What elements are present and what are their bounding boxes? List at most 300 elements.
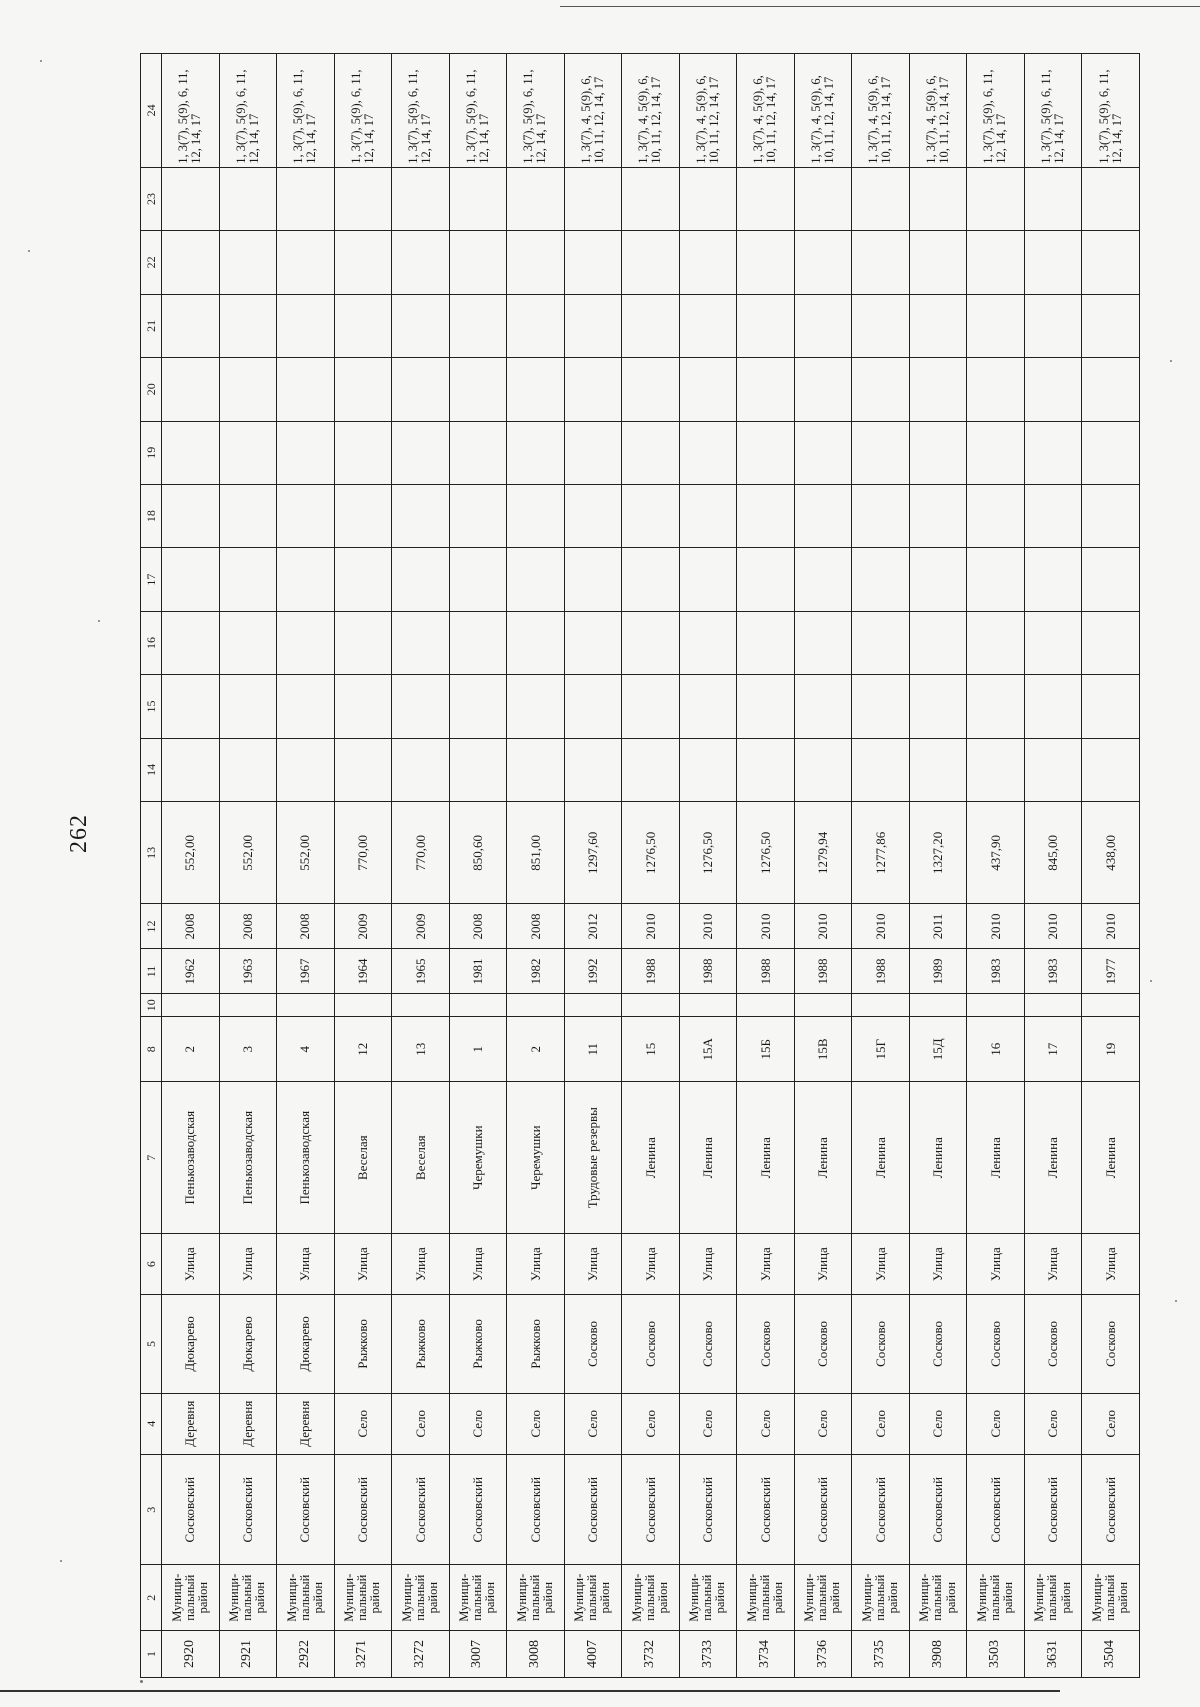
empty-cell-20	[219, 358, 277, 421]
column-header-1: 1	[141, 1630, 162, 1677]
empty-cell-15	[737, 675, 795, 738]
rotated-table-frame	[140, 53, 1140, 1678]
table-row	[162, 54, 220, 1678]
works-list-cell: 1, 3(7), 4, 5(9), 6, 10, 11, 12, 14, 17	[794, 54, 852, 168]
area-cell: 1277,86	[852, 802, 910, 904]
empty-cell-21	[909, 294, 967, 357]
column-header-16: 16	[141, 611, 162, 674]
record-id-cell: 4007	[564, 1630, 622, 1677]
empty-cell-19	[334, 421, 392, 484]
legal-form-cell: Муници-пальный район	[679, 1565, 737, 1630]
empty-cell-20	[794, 358, 852, 421]
empty-cell-16	[852, 611, 910, 674]
district-cell: Сосковский	[967, 1454, 1025, 1565]
empty-cell-17	[277, 548, 335, 611]
record-id-cell: 3908	[909, 1630, 967, 1677]
empty-cell-17	[564, 548, 622, 611]
empty-cell-18	[219, 484, 277, 547]
record-id-cell: 3504	[1082, 1630, 1140, 1677]
settlement-name-cell: Дюкарево	[162, 1295, 220, 1393]
district-cell: Сосковский	[334, 1454, 392, 1565]
repair-year-cell: 2008	[449, 904, 507, 949]
legal-form-cell: Муници-пальный район	[852, 1565, 910, 1630]
empty-cell-15	[449, 675, 507, 738]
empty-cell-22	[794, 231, 852, 294]
street-type-cell: Улица	[679, 1233, 737, 1294]
settlement-name-cell: Дюкарево	[277, 1295, 335, 1393]
settlement-name-cell: Рыжково	[449, 1295, 507, 1393]
street-name-cell: Черемушки	[507, 1082, 565, 1233]
works-list-cell: 1, 3(7), 4, 5(9), 6, 10, 11, 12, 14, 17	[852, 54, 910, 168]
construction-year-cell: 1962	[162, 949, 220, 994]
register-table	[140, 53, 1140, 1678]
empty-cell-17	[1082, 548, 1140, 611]
column-header-14: 14	[141, 738, 162, 801]
district-cell: Сосковский	[1024, 1454, 1082, 1565]
table-row	[1082, 54, 1140, 1678]
empty-cell-20	[162, 358, 220, 421]
empty-cell-10	[392, 994, 450, 1017]
empty-cell-10	[967, 994, 1025, 1017]
empty-cell-19	[909, 421, 967, 484]
empty-cell-18	[622, 484, 680, 547]
empty-cell-14	[334, 738, 392, 801]
district-cell: Сосковский	[392, 1454, 450, 1565]
table-row	[219, 54, 277, 1678]
empty-cell-23	[449, 167, 507, 230]
repair-year-cell: 2010	[679, 904, 737, 949]
empty-cell-20	[507, 358, 565, 421]
district-cell: Сосковский	[449, 1454, 507, 1565]
empty-cell-10	[1082, 994, 1140, 1017]
empty-cell-20	[622, 358, 680, 421]
works-list-cell: 1, 3(7), 4, 5(9), 6, 10, 11, 12, 14, 17	[564, 54, 622, 168]
empty-cell-21	[507, 294, 565, 357]
district-cell: Сосковский	[909, 1454, 967, 1565]
area-cell: 770,00	[392, 802, 450, 904]
empty-cell-20	[564, 358, 622, 421]
construction-year-cell: 1992	[564, 949, 622, 994]
empty-cell-14	[679, 738, 737, 801]
area-cell: 1276,50	[622, 802, 680, 904]
empty-cell-17	[794, 548, 852, 611]
record-id-cell: 3271	[334, 1630, 392, 1677]
repair-year-cell: 2010	[794, 904, 852, 949]
scan-speck	[140, 1680, 143, 1683]
empty-cell-21	[1082, 294, 1140, 357]
settlement-type-cell: Деревня	[277, 1393, 335, 1454]
column-header-10: 10	[141, 994, 162, 1017]
empty-cell-14	[967, 738, 1025, 801]
empty-cell-19	[162, 421, 220, 484]
empty-cell-21	[334, 294, 392, 357]
construction-year-cell: 1977	[1082, 949, 1140, 994]
repair-year-cell: 2010	[852, 904, 910, 949]
table-row	[334, 54, 392, 1678]
empty-cell-21	[967, 294, 1025, 357]
repair-year-cell: 2008	[219, 904, 277, 949]
empty-cell-17	[449, 548, 507, 611]
scan-speck	[1150, 980, 1152, 982]
column-header-8: 8	[141, 1017, 162, 1082]
empty-cell-15	[1082, 675, 1140, 738]
works-list-cell: 1, 3(7), 5(9), 6, 11, 12, 14, 17	[162, 54, 220, 168]
table-row	[392, 54, 450, 1678]
empty-cell-23	[737, 167, 795, 230]
table-container	[140, 53, 1140, 1678]
empty-cell-18	[392, 484, 450, 547]
house-number-cell: 15В	[794, 1017, 852, 1082]
street-type-cell: Улица	[219, 1233, 277, 1294]
district-cell: Сосковский	[737, 1454, 795, 1565]
settlement-type-cell: Село	[794, 1393, 852, 1454]
street-type-cell: Улица	[564, 1233, 622, 1294]
empty-cell-15	[622, 675, 680, 738]
page-number: 262	[66, 814, 92, 853]
settlement-name-cell: Сосково	[622, 1295, 680, 1393]
empty-cell-17	[967, 548, 1025, 611]
construction-year-cell: 1965	[392, 949, 450, 994]
house-number-cell: 1	[449, 1017, 507, 1082]
empty-cell-15	[794, 675, 852, 738]
area-cell: 552,00	[277, 802, 335, 904]
street-type-cell: Улица	[622, 1233, 680, 1294]
house-number-cell: 15	[622, 1017, 680, 1082]
table-row	[507, 54, 565, 1678]
house-number-cell: 13	[392, 1017, 450, 1082]
empty-cell-10	[737, 994, 795, 1017]
scan-speck	[98, 620, 100, 622]
empty-cell-14	[449, 738, 507, 801]
construction-year-cell: 1988	[794, 949, 852, 994]
empty-cell-21	[219, 294, 277, 357]
empty-cell-17	[162, 548, 220, 611]
works-list-cell: 1, 3(7), 4, 5(9), 6, 10, 11, 12, 14, 17	[737, 54, 795, 168]
empty-cell-22	[967, 231, 1025, 294]
settlement-name-cell: Сосково	[737, 1295, 795, 1393]
street-name-cell: Пенькозаводская	[162, 1082, 220, 1233]
area-cell: 1276,50	[679, 802, 737, 904]
empty-cell-22	[909, 231, 967, 294]
empty-cell-16	[392, 611, 450, 674]
house-number-cell: 16	[967, 1017, 1025, 1082]
empty-cell-18	[909, 484, 967, 547]
empty-cell-16	[794, 611, 852, 674]
settlement-type-cell: Село	[564, 1393, 622, 1454]
street-type-cell: Улица	[909, 1233, 967, 1294]
empty-cell-20	[277, 358, 335, 421]
settlement-type-cell: Село	[737, 1393, 795, 1454]
empty-cell-10	[679, 994, 737, 1017]
construction-year-cell: 1981	[449, 949, 507, 994]
settlement-name-cell: Рыжково	[507, 1295, 565, 1393]
empty-cell-22	[737, 231, 795, 294]
empty-cell-18	[679, 484, 737, 547]
empty-cell-17	[219, 548, 277, 611]
empty-cell-23	[909, 167, 967, 230]
column-header-15: 15	[141, 675, 162, 738]
legal-form-cell: Муници-пальный район	[1024, 1565, 1082, 1630]
district-cell: Сосковский	[564, 1454, 622, 1565]
street-name-cell: Ленина	[967, 1082, 1025, 1233]
empty-cell-16	[507, 611, 565, 674]
street-type-cell: Улица	[277, 1233, 335, 1294]
legal-form-cell: Муници-пальный район	[909, 1565, 967, 1630]
empty-cell-20	[967, 358, 1025, 421]
record-id-cell: 3631	[1024, 1630, 1082, 1677]
construction-year-cell: 1982	[507, 949, 565, 994]
scan-speck	[60, 1560, 62, 1562]
empty-cell-10	[162, 994, 220, 1017]
empty-cell-23	[392, 167, 450, 230]
area-cell: 850,60	[449, 802, 507, 904]
area-cell: 438,00	[1082, 802, 1140, 904]
repair-year-cell: 2008	[162, 904, 220, 949]
district-cell: Сосковский	[219, 1454, 277, 1565]
empty-cell-18	[852, 484, 910, 547]
empty-cell-18	[967, 484, 1025, 547]
empty-cell-21	[449, 294, 507, 357]
empty-cell-19	[852, 421, 910, 484]
scan-speck	[28, 250, 30, 252]
empty-cell-20	[392, 358, 450, 421]
street-name-cell: Ленина	[1024, 1082, 1082, 1233]
empty-cell-23	[334, 167, 392, 230]
empty-cell-10	[564, 994, 622, 1017]
area-cell: 437,90	[967, 802, 1025, 904]
empty-cell-16	[449, 611, 507, 674]
bottom-rule	[0, 1690, 1060, 1692]
district-cell: Сосковский	[794, 1454, 852, 1565]
construction-year-cell: 1988	[852, 949, 910, 994]
column-header-11: 11	[141, 949, 162, 994]
empty-cell-23	[679, 167, 737, 230]
empty-cell-19	[737, 421, 795, 484]
table-row	[737, 54, 795, 1678]
column-header-13: 13	[141, 802, 162, 904]
house-number-cell: 15Г	[852, 1017, 910, 1082]
column-header-24: 24	[141, 54, 162, 168]
empty-cell-10	[1024, 994, 1082, 1017]
settlement-name-cell: Рыжково	[334, 1295, 392, 1393]
settlement-name-cell: Дюкарево	[219, 1295, 277, 1393]
settlement-name-cell: Рыжково	[392, 1295, 450, 1393]
street-type-cell: Улица	[449, 1233, 507, 1294]
settlement-type-cell: Село	[909, 1393, 967, 1454]
empty-cell-18	[1082, 484, 1140, 547]
empty-cell-14	[737, 738, 795, 801]
empty-cell-15	[162, 675, 220, 738]
column-header-5: 5	[141, 1295, 162, 1393]
empty-cell-10	[507, 994, 565, 1017]
top-rule	[560, 6, 1200, 7]
street-name-cell: Черемушки	[449, 1082, 507, 1233]
record-id-cell: 3503	[967, 1630, 1025, 1677]
empty-cell-19	[967, 421, 1025, 484]
empty-cell-22	[392, 231, 450, 294]
empty-cell-16	[1024, 611, 1082, 674]
area-cell: 552,00	[219, 802, 277, 904]
column-header-20: 20	[141, 358, 162, 421]
empty-cell-21	[392, 294, 450, 357]
street-name-cell: Ленина	[794, 1082, 852, 1233]
works-list-cell: 1, 3(7), 5(9), 6, 11, 12, 14, 17	[507, 54, 565, 168]
scan-speck	[1175, 1300, 1177, 1302]
works-list-cell: 1, 3(7), 5(9), 6, 11, 12, 14, 17	[334, 54, 392, 168]
table-row	[1024, 54, 1082, 1678]
empty-cell-20	[852, 358, 910, 421]
empty-cell-21	[852, 294, 910, 357]
works-list-cell: 1, 3(7), 5(9), 6, 11, 12, 14, 17	[449, 54, 507, 168]
district-cell: Сосковский	[679, 1454, 737, 1565]
empty-cell-18	[449, 484, 507, 547]
area-cell: 1279,94	[794, 802, 852, 904]
empty-cell-15	[334, 675, 392, 738]
settlement-type-cell: Село	[1082, 1393, 1140, 1454]
empty-cell-18	[564, 484, 622, 547]
column-header-3: 3	[141, 1454, 162, 1565]
area-cell: 1327,20	[909, 802, 967, 904]
empty-cell-16	[622, 611, 680, 674]
empty-cell-18	[507, 484, 565, 547]
legal-form-cell: Муници-пальный район	[967, 1565, 1025, 1630]
construction-year-cell: 1988	[737, 949, 795, 994]
settlement-name-cell: Сосково	[1082, 1295, 1140, 1393]
construction-year-cell: 1983	[967, 949, 1025, 994]
area-cell: 1276,50	[737, 802, 795, 904]
empty-cell-10	[277, 994, 335, 1017]
street-name-cell: Ленина	[909, 1082, 967, 1233]
house-number-cell: 17	[1024, 1017, 1082, 1082]
empty-cell-23	[967, 167, 1025, 230]
legal-form-cell: Муници-пальный район	[219, 1565, 277, 1630]
empty-cell-21	[679, 294, 737, 357]
district-cell: Сосковский	[277, 1454, 335, 1565]
empty-cell-21	[737, 294, 795, 357]
legal-form-cell: Муници-пальный район	[162, 1565, 220, 1630]
column-header-23: 23	[141, 167, 162, 230]
works-list-cell: 1, 3(7), 5(9), 6, 11, 12, 14, 17	[392, 54, 450, 168]
empty-cell-19	[392, 421, 450, 484]
empty-cell-22	[1082, 231, 1140, 294]
empty-cell-16	[162, 611, 220, 674]
empty-cell-17	[679, 548, 737, 611]
settlement-type-cell: Село	[852, 1393, 910, 1454]
works-list-cell: 1, 3(7), 5(9), 6, 11, 12, 14, 17	[277, 54, 335, 168]
empty-cell-14	[277, 738, 335, 801]
street-type-cell: Улица	[737, 1233, 795, 1294]
settlement-name-cell: Сосково	[909, 1295, 967, 1393]
repair-year-cell: 2009	[334, 904, 392, 949]
record-id-cell: 3734	[737, 1630, 795, 1677]
empty-cell-21	[794, 294, 852, 357]
house-number-cell: 15А	[679, 1017, 737, 1082]
construction-year-cell: 1964	[334, 949, 392, 994]
empty-cell-10	[622, 994, 680, 1017]
table-body	[162, 54, 1140, 1678]
empty-cell-18	[162, 484, 220, 547]
empty-cell-15	[277, 675, 335, 738]
empty-cell-22	[449, 231, 507, 294]
empty-cell-14	[794, 738, 852, 801]
settlement-name-cell: Сосково	[967, 1295, 1025, 1393]
street-type-cell: Улица	[507, 1233, 565, 1294]
empty-cell-15	[564, 675, 622, 738]
record-id-cell: 2920	[162, 1630, 220, 1677]
works-list-cell: 1, 3(7), 4, 5(9), 6, 10, 11, 12, 14, 17	[622, 54, 680, 168]
empty-cell-15	[219, 675, 277, 738]
empty-cell-10	[219, 994, 277, 1017]
street-type-cell: Улица	[392, 1233, 450, 1294]
house-number-cell: 12	[334, 1017, 392, 1082]
empty-cell-21	[277, 294, 335, 357]
empty-cell-22	[162, 231, 220, 294]
empty-cell-22	[1024, 231, 1082, 294]
empty-cell-20	[449, 358, 507, 421]
house-number-cell: 3	[219, 1017, 277, 1082]
legal-form-cell: Муници-пальный район	[507, 1565, 565, 1630]
empty-cell-16	[737, 611, 795, 674]
construction-year-cell: 1967	[277, 949, 335, 994]
construction-year-cell: 1988	[679, 949, 737, 994]
table-row	[449, 54, 507, 1678]
empty-cell-22	[507, 231, 565, 294]
empty-cell-18	[737, 484, 795, 547]
settlement-type-cell: Деревня	[219, 1393, 277, 1454]
empty-cell-15	[852, 675, 910, 738]
settlement-type-cell: Село	[622, 1393, 680, 1454]
repair-year-cell: 2011	[909, 904, 967, 949]
empty-cell-14	[852, 738, 910, 801]
street-name-cell: Трудовые резервы	[564, 1082, 622, 1233]
empty-cell-17	[852, 548, 910, 611]
district-cell: Сосковский	[162, 1454, 220, 1565]
empty-cell-10	[852, 994, 910, 1017]
settlement-type-cell: Село	[967, 1393, 1025, 1454]
street-name-cell: Веселая	[334, 1082, 392, 1233]
street-type-cell: Улица	[334, 1233, 392, 1294]
empty-cell-18	[1024, 484, 1082, 547]
repair-year-cell: 2008	[507, 904, 565, 949]
empty-cell-14	[564, 738, 622, 801]
record-id-cell: 2922	[277, 1630, 335, 1677]
table-row	[967, 54, 1025, 1678]
empty-cell-22	[622, 231, 680, 294]
settlement-type-cell: Село	[1024, 1393, 1082, 1454]
street-type-cell: Улица	[162, 1233, 220, 1294]
legal-form-cell: Муници-пальный район	[334, 1565, 392, 1630]
legal-form-cell: Муници-пальный район	[564, 1565, 622, 1630]
legal-form-cell: Муници-пальный район	[392, 1565, 450, 1630]
street-type-cell: Улица	[794, 1233, 852, 1294]
area-cell: 851,00	[507, 802, 565, 904]
record-id-cell: 3272	[392, 1630, 450, 1677]
street-name-cell: Ленина	[622, 1082, 680, 1233]
record-id-cell: 3732	[622, 1630, 680, 1677]
empty-cell-10	[449, 994, 507, 1017]
empty-cell-16	[1082, 611, 1140, 674]
empty-cell-14	[909, 738, 967, 801]
house-number-cell: 2	[507, 1017, 565, 1082]
empty-cell-19	[507, 421, 565, 484]
settlement-type-cell: Село	[334, 1393, 392, 1454]
district-cell: Сосковский	[852, 1454, 910, 1565]
works-list-cell: 1, 3(7), 4, 5(9), 6, 10, 11, 12, 14, 17	[909, 54, 967, 168]
record-id-cell: 3007	[449, 1630, 507, 1677]
street-name-cell: Ленина	[852, 1082, 910, 1233]
empty-cell-23	[162, 167, 220, 230]
house-number-cell: 4	[277, 1017, 335, 1082]
